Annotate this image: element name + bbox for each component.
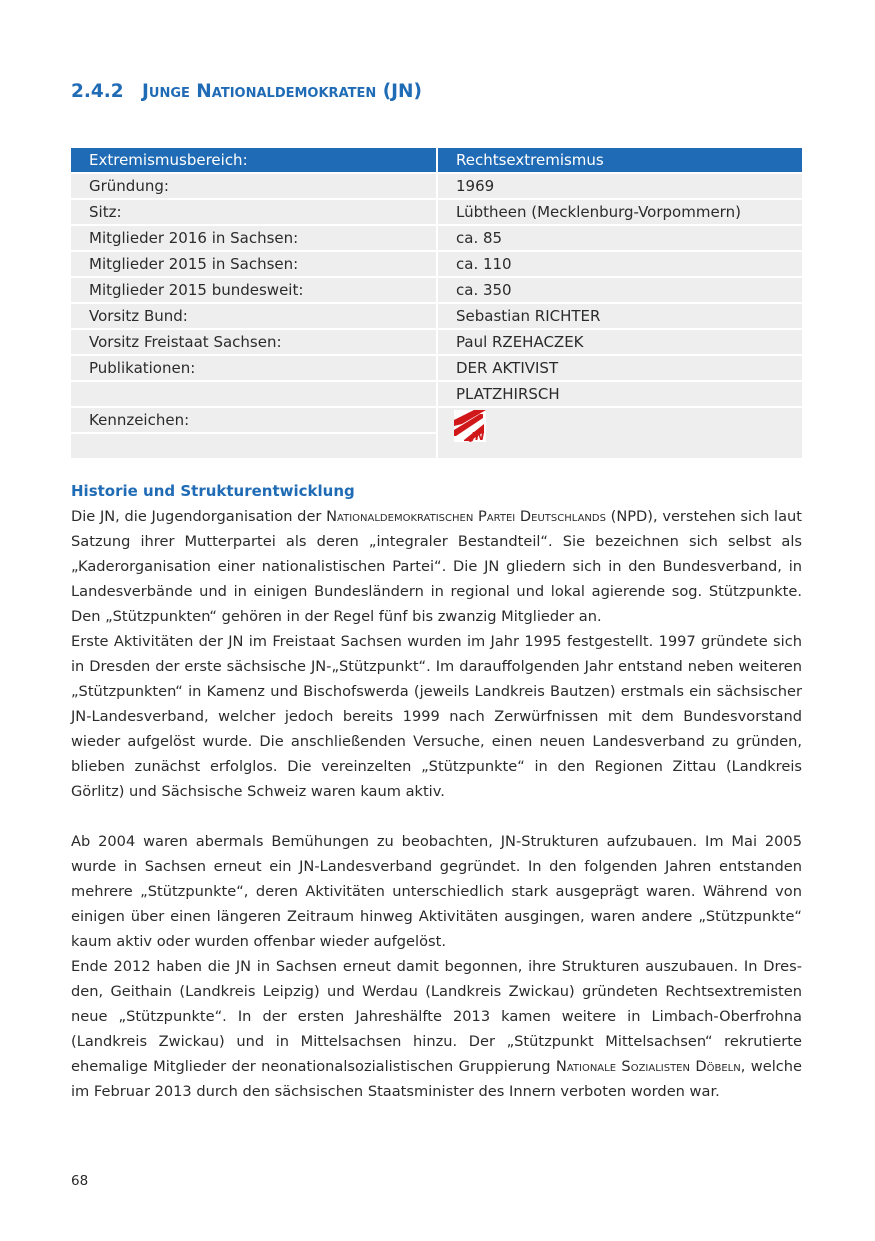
fact-label: Mitglieder 2016 in Sachsen: bbox=[71, 226, 436, 252]
party-name: Nationaldemokratischen Partei Deutschlands bbox=[326, 508, 606, 525]
fact-row bbox=[71, 382, 802, 408]
fact-value: Sebastian RICHTER bbox=[436, 304, 802, 330]
fact-row-emblem bbox=[71, 408, 802, 434]
text-run: Die JN, die Jugendorganisation der bbox=[71, 508, 327, 525]
fact-value: 1969 bbox=[436, 174, 802, 200]
fact-label-empty bbox=[71, 434, 436, 460]
fact-row bbox=[71, 226, 802, 252]
fact-value: Lübtheen (Mecklenburg-Vorpommern) bbox=[436, 200, 802, 226]
fact-row bbox=[71, 278, 802, 304]
fact-table bbox=[71, 148, 802, 460]
paragraph: Ab 2004 waren abermals Bemühungen zu beobachten, JN-Strukturen aufzubauen. Im Mai 2005 wurde in Sachsen erneut ein JN-Landesverband gegründet. In den folgenden Jahren entstanden mehrere „Stützpunkte“, deren Aktivitäten unterschiedlich stark ausgeprägt waren. Während von einigen über einen längeren Zeitraum hinweg Aktivitäten ausgingen, waren andere „Stützpunkte“ kaum aktiv oder wurden offenbar wieder aufgelöst. bbox=[71, 833, 802, 950]
fact-label: Sitz: bbox=[71, 200, 436, 226]
fact-value: ca. 110 bbox=[436, 252, 802, 278]
fact-label: Gründung: bbox=[71, 174, 436, 200]
paragraph bbox=[71, 954, 802, 1104]
fact-label bbox=[71, 382, 436, 408]
fact-label: Publikationen: bbox=[71, 356, 436, 382]
group-name: Nationale Sozialisten Döbeln bbox=[555, 1058, 741, 1075]
fact-row bbox=[71, 174, 802, 200]
section-title: Junge Nationaldemokraten (JN) bbox=[142, 81, 422, 102]
paragraph bbox=[71, 504, 802, 629]
fact-row bbox=[71, 304, 802, 330]
section-number: 2.4.2 bbox=[71, 81, 124, 102]
fact-value: Paul RZEHACZEK bbox=[436, 330, 802, 356]
logo-text: JN bbox=[471, 430, 485, 442]
fact-value: Rechtsextremismus bbox=[436, 148, 802, 174]
paragraph: Erste Aktivitäten der JN im Freistaat Sachsen wurden im Jahr 1995 festgestellt. 1997 gründete sich in Dresden der erste sächsische JN-„Stützpunkt“. Im darauffolgenden Jahr entstand neben weiteren „Stützpunkten“ in Kamenz und Bischofswerda (jeweils Landkreis Bautzen) erstmals ein sächsischer JN-Landesverband, welcher jedoch bereits 1999 nach Zerwürfnissen mit dem Bundesvorstand wieder aufgelöst wurde. Die anschließenden Versuche, einen neuen Landesverband zu gründen, blieben zunächst erfolglos. Die vereinzelten „Stützpunkte“ in den Regionen Zittau (Landkreis Görlitz) und Sächsische Schweiz waren kaum aktiv. bbox=[71, 633, 802, 800]
jn-logo-icon bbox=[454, 410, 486, 442]
history-body bbox=[71, 504, 802, 1104]
fact-label: Kennzeichen: bbox=[71, 408, 436, 434]
fact-row bbox=[71, 356, 802, 382]
fact-row bbox=[71, 200, 802, 226]
fact-value: DER AKTIVIST bbox=[436, 356, 802, 382]
text-run: (NPD), verstehen sich laut Satzung ihrer Mutterpartei als deren „integraler Bestandteil“. Sie bezeichnen sich selbst als „Kaderorganisation einer nationalistischen Partei“. Die JN gliedern sich in den Bundesverband, in Landesverbände und in einigen Bundesländern in regional und lokal agierende sog. Stützpunkte. Den „Stützpunkten“ gehören in der Regel fünf bis zwanzig Mitglieder an. bbox=[71, 508, 802, 625]
fact-value: ca. 350 bbox=[436, 278, 802, 304]
fact-label: Vorsitz Freistaat Sachsen: bbox=[71, 330, 436, 356]
fact-row bbox=[71, 252, 802, 278]
fact-label: Mitglieder 2015 in Sachsen: bbox=[71, 252, 436, 278]
fact-value: ca. 85 bbox=[436, 226, 802, 252]
fact-label: Extremismusbereich: bbox=[71, 148, 436, 174]
fact-row bbox=[71, 330, 802, 356]
fact-table-header bbox=[71, 148, 802, 174]
text-run: , welche im Februar 2013 durch den sächsischen Staatsminister des Innern verboten worden war. bbox=[71, 1058, 802, 1100]
section-heading bbox=[71, 80, 422, 104]
emblem-cell bbox=[436, 408, 802, 460]
history-title: Historie und Strukturentwicklung bbox=[71, 482, 355, 500]
text-run: Ende 2012 haben die JN in Sachsen erneut damit begonnen, ihre Strukturen auszubauen. In Dresden, Geithain (Landkreis Leipzig) und Werdau (Landkreis Zwickau) gründeten Rechtsextremisten neue „Stützpunkte“. In der ersten Jahreshälfte 2013 kamen weitere in Limbach-Oberfrohna (Landkreis Zwickau) und in Mittelsachsen hinzu. Der „Stützpunkt Mittelsachsen“ rekrutierte ehemalige Mitglieder der neonationalsozialistischen Gruppierung bbox=[71, 958, 802, 1075]
page-number: 68 bbox=[71, 1173, 89, 1189]
fact-label: Vorsitz Bund: bbox=[71, 304, 436, 330]
fact-value: PLATZHIRSCH bbox=[436, 382, 802, 408]
fact-label: Mitglieder 2015 bundesweit: bbox=[71, 278, 436, 304]
